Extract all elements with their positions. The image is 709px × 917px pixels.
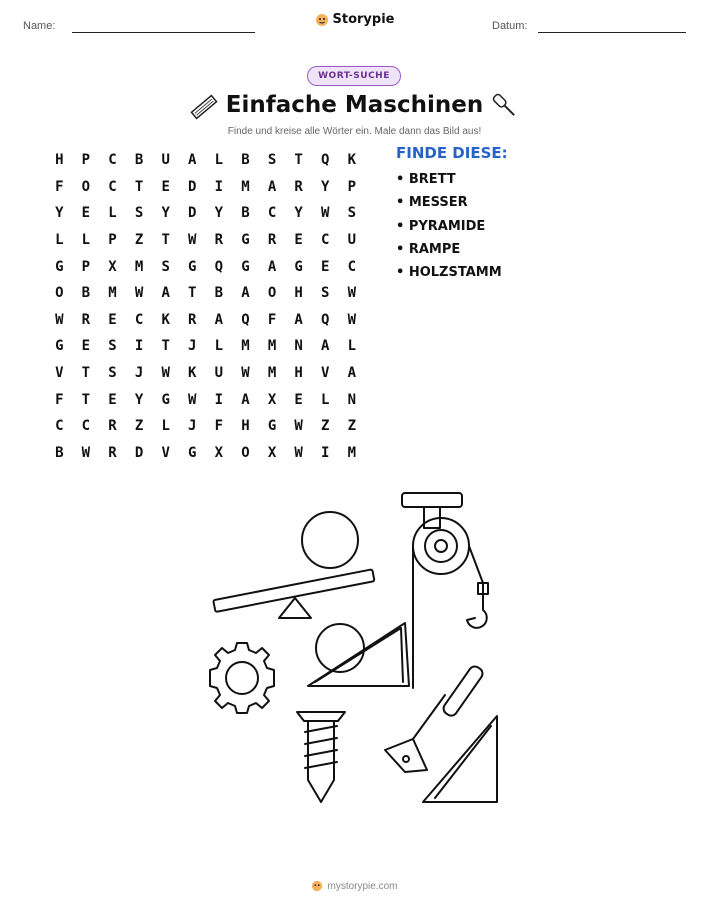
footer-url[interactable]: mystorypie.com — [327, 880, 398, 892]
lever-illustration — [213, 512, 374, 618]
grid-letter[interactable]: E — [108, 391, 117, 408]
grid-letter[interactable]: Y — [134, 391, 144, 408]
simple-machines-illustration — [195, 480, 515, 820]
date-field-line[interactable] — [538, 32, 686, 33]
wordsearch-badge: WORT-SUCHE — [307, 66, 401, 86]
grid-letter[interactable]: W — [55, 311, 64, 328]
grid-letter[interactable]: E — [108, 311, 117, 328]
grid-letter[interactable]: Z — [321, 418, 330, 435]
word-item: • MESSER — [396, 195, 468, 211]
grid-letter[interactable]: W — [134, 285, 144, 302]
grid-letter[interactable]: G — [294, 258, 303, 275]
grid-letter[interactable]: E — [161, 178, 170, 195]
grid-letter[interactable]: R — [294, 178, 303, 195]
grid-letter[interactable]: R — [267, 232, 277, 249]
grid-letter[interactable]: A — [267, 258, 277, 275]
grid-letter[interactable]: Y — [161, 205, 170, 222]
grid-letter[interactable]: Q — [214, 258, 224, 275]
grid-letter[interactable]: V — [321, 365, 330, 382]
word-item: • RAMPE — [396, 241, 461, 257]
grid-letter[interactable]: G — [267, 418, 277, 435]
grid-letter[interactable]: T — [161, 338, 170, 355]
grid-letter[interactable]: W — [347, 311, 357, 328]
grid-letter[interactable]: S — [347, 205, 357, 222]
grid-letter[interactable]: Q — [321, 152, 330, 169]
footer — [0, 880, 709, 892]
grid-letter[interactable]: E — [294, 391, 303, 408]
grid-letter[interactable]: H — [294, 285, 303, 302]
grid-letter[interactable]: E — [294, 232, 303, 249]
ramp-illustration — [308, 623, 409, 686]
grid-letter[interactable]: A — [321, 338, 330, 355]
grid-letter[interactable]: N — [294, 338, 303, 355]
grid-letter[interactable]: V — [55, 365, 64, 382]
date-label: Datum: — [492, 20, 528, 32]
grid-letter[interactable]: M — [347, 444, 357, 461]
storypie-logo-icon — [311, 880, 323, 892]
grid-letter[interactable]: I — [321, 444, 330, 461]
grid-letter[interactable]: C — [321, 232, 330, 249]
grid-letter[interactable]: M — [267, 365, 277, 382]
grid-letter[interactable]: L — [214, 152, 224, 169]
screwdriver-icon — [490, 90, 520, 122]
instructions: Finde und kreise alle Wörter ein. Male dann das Bild aus! — [227, 126, 482, 137]
grid-letter[interactable]: T — [161, 232, 170, 249]
grid-letter[interactable]: F — [214, 418, 224, 435]
grid-letter[interactable]: T — [188, 285, 197, 302]
grid-letter[interactable]: D — [188, 205, 197, 222]
grid-letter[interactable]: R — [188, 311, 197, 328]
grid-letter[interactable]: L — [81, 232, 91, 249]
grid-letter[interactable]: A — [241, 391, 250, 408]
grid-letter[interactable]: W — [294, 444, 303, 461]
grid-letter[interactable]: S — [108, 338, 117, 355]
grid-letter[interactable]: A — [161, 285, 170, 302]
grid-letter[interactable]: A — [294, 311, 303, 328]
grid-letter[interactable]: W — [188, 232, 197, 249]
grid-letter[interactable]: V — [161, 444, 170, 461]
page-title: Einfache Maschinen — [225, 92, 484, 118]
brand-logo — [0, 12, 709, 27]
grid-letter[interactable]: O — [55, 285, 64, 302]
grid-letter[interactable]: C — [134, 311, 144, 328]
grid-letter[interactable]: K — [188, 365, 197, 382]
grid-letter[interactable]: M — [134, 258, 144, 275]
grid-letter[interactable]: G — [55, 338, 64, 355]
grid-letter[interactable]: F — [55, 391, 64, 408]
grid-letter[interactable]: C — [108, 152, 117, 169]
grid-letter[interactable]: W — [161, 365, 170, 382]
grid-letter[interactable]: G — [188, 258, 197, 275]
word-item: • BRETT — [396, 172, 456, 187]
grid-letter[interactable]: F — [267, 311, 277, 328]
grid-letter[interactable]: J — [188, 338, 197, 355]
grid-letter[interactable]: C — [267, 205, 277, 222]
brand-name: Storypie — [332, 12, 395, 27]
grid-letter[interactable]: B — [55, 444, 64, 461]
gear-illustration — [210, 643, 274, 713]
grid-letter[interactable]: R — [108, 418, 117, 435]
grid-letter[interactable]: W — [188, 391, 197, 408]
grid-letter[interactable]: A — [267, 178, 277, 195]
grid-letter[interactable]: S — [108, 365, 117, 382]
grid-letter[interactable]: E — [81, 338, 91, 355]
grid-letter[interactable]: W — [347, 285, 357, 302]
grid-letter[interactable]: Y — [55, 205, 64, 222]
word-list-heading: FINDE DIESE: — [396, 144, 508, 162]
name-field-line[interactable] — [72, 32, 255, 33]
grid-letter[interactable]: G — [241, 258, 250, 275]
grid-letter[interactable]: Y — [294, 205, 303, 222]
grid-letter[interactable]: N — [347, 391, 357, 408]
grid-letter[interactable]: B — [241, 152, 250, 169]
grid-letter[interactable]: W — [81, 444, 91, 461]
grid-letter[interactable]: M — [267, 338, 277, 355]
grid-letter[interactable]: L — [161, 418, 170, 435]
grid-letter[interactable]: T — [134, 178, 144, 195]
grid-letter[interactable]: F — [55, 178, 64, 195]
grid-letter[interactable]: J — [134, 365, 144, 382]
grid-letter[interactable]: P — [81, 152, 91, 169]
grid-letter[interactable]: C — [108, 178, 117, 195]
grid-letter[interactable]: B — [134, 152, 144, 169]
grid-letter[interactable]: X — [214, 444, 224, 461]
grid-letter[interactable]: J — [188, 418, 197, 435]
wedge-illustration — [385, 664, 497, 802]
grid-letter[interactable]: H — [241, 418, 250, 435]
grid-letter[interactable]: G — [188, 444, 197, 461]
grid-letter[interactable]: X — [108, 258, 117, 275]
grid-letter[interactable]: L — [108, 205, 117, 222]
grid-letter[interactable]: C — [347, 258, 357, 275]
grid-letter[interactable]: S — [161, 258, 170, 275]
grid-letter[interactable]: R — [214, 232, 224, 249]
grid-letter[interactable]: E — [81, 205, 91, 222]
grid-letter[interactable]: M — [108, 285, 117, 302]
grid-letter[interactable]: K — [161, 311, 170, 328]
grid-letter[interactable]: U — [214, 365, 224, 382]
grid-letter[interactable]: H — [294, 365, 303, 382]
grid-letter[interactable]: Q — [321, 311, 330, 328]
grid-letter[interactable]: P — [347, 178, 357, 195]
grid-letter[interactable]: G — [55, 258, 64, 275]
grid-letter[interactable]: I — [214, 391, 224, 408]
grid-letter[interactable]: B — [214, 285, 224, 302]
grid-letter[interactable]: L — [55, 232, 64, 249]
grid-letter[interactable]: S — [321, 285, 330, 302]
grid-letter[interactable]: U — [347, 232, 357, 249]
grid-letter[interactable]: O — [241, 444, 250, 461]
grid-letter[interactable]: B — [241, 205, 250, 222]
grid-letter[interactable]: A — [347, 365, 357, 382]
grid-letter[interactable]: Y — [321, 178, 330, 195]
grid-letter[interactable]: U — [161, 152, 170, 169]
word-item: • HOLZSTAMM — [396, 265, 502, 281]
grid-letter[interactable]: T — [81, 391, 91, 408]
grid-letter[interactable]: Z — [347, 418, 357, 435]
grid-letter[interactable]: M — [241, 338, 250, 355]
storypie-logo-icon — [315, 13, 329, 27]
grid-letter[interactable]: R — [108, 444, 117, 461]
grid-letter[interactable]: G — [161, 391, 170, 408]
grid-letter[interactable]: L — [347, 338, 357, 355]
grid-letter[interactable]: X — [267, 391, 277, 408]
grid-letter[interactable]: T — [294, 152, 303, 169]
grid-letter[interactable]: C — [81, 418, 91, 435]
grid-letter[interactable]: W — [241, 365, 250, 382]
grid-letter[interactable]: H — [55, 152, 64, 169]
grid-letter[interactable]: S — [134, 205, 144, 222]
grid-letter[interactable]: A — [241, 285, 250, 302]
grid-letter[interactable]: P — [81, 258, 91, 275]
grid-letter[interactable]: O — [81, 178, 91, 195]
grid-letter[interactable]: L — [214, 338, 224, 355]
word-item: • PYRAMIDE — [396, 218, 486, 234]
letter-grid — [46, 147, 365, 466]
grid-letter[interactable]: I — [214, 178, 224, 195]
pulley-illustration — [402, 493, 488, 688]
name-label: Name: — [23, 20, 56, 32]
grid-letter[interactable]: A — [214, 311, 224, 328]
grid-letter[interactable]: D — [188, 178, 197, 195]
grid-letter[interactable]: Y — [214, 205, 224, 222]
grid-letter[interactable]: M — [241, 178, 250, 195]
grid-letter[interactable]: G — [241, 232, 250, 249]
grid-letter[interactable]: C — [55, 418, 64, 435]
grid-letter[interactable]: Q — [241, 311, 250, 328]
grid-letter[interactable]: A — [188, 152, 197, 169]
grid-letter[interactable]: W — [294, 418, 303, 435]
grid-letter[interactable]: I — [134, 338, 144, 355]
grid-letter[interactable]: K — [347, 152, 357, 169]
grid-letter[interactable]: Z — [134, 232, 144, 249]
grid-letter[interactable]: E — [321, 258, 330, 275]
word-list — [396, 170, 502, 286]
screw-illustration — [297, 712, 345, 802]
grid-letter[interactable]: R — [81, 311, 91, 328]
grid-letter[interactable]: S — [267, 152, 277, 169]
grid-letter[interactable]: B — [81, 285, 91, 302]
grid-letter[interactable]: P — [108, 232, 117, 249]
grid-letter[interactable]: L — [321, 391, 330, 408]
grid-letter[interactable]: T — [81, 365, 91, 382]
grid-letter[interactable]: X — [267, 444, 277, 461]
grid-letter[interactable]: O — [267, 285, 277, 302]
grid-letter[interactable]: D — [134, 444, 144, 461]
grid-letter[interactable]: W — [321, 205, 330, 222]
grid-letter[interactable]: Z — [134, 418, 144, 435]
